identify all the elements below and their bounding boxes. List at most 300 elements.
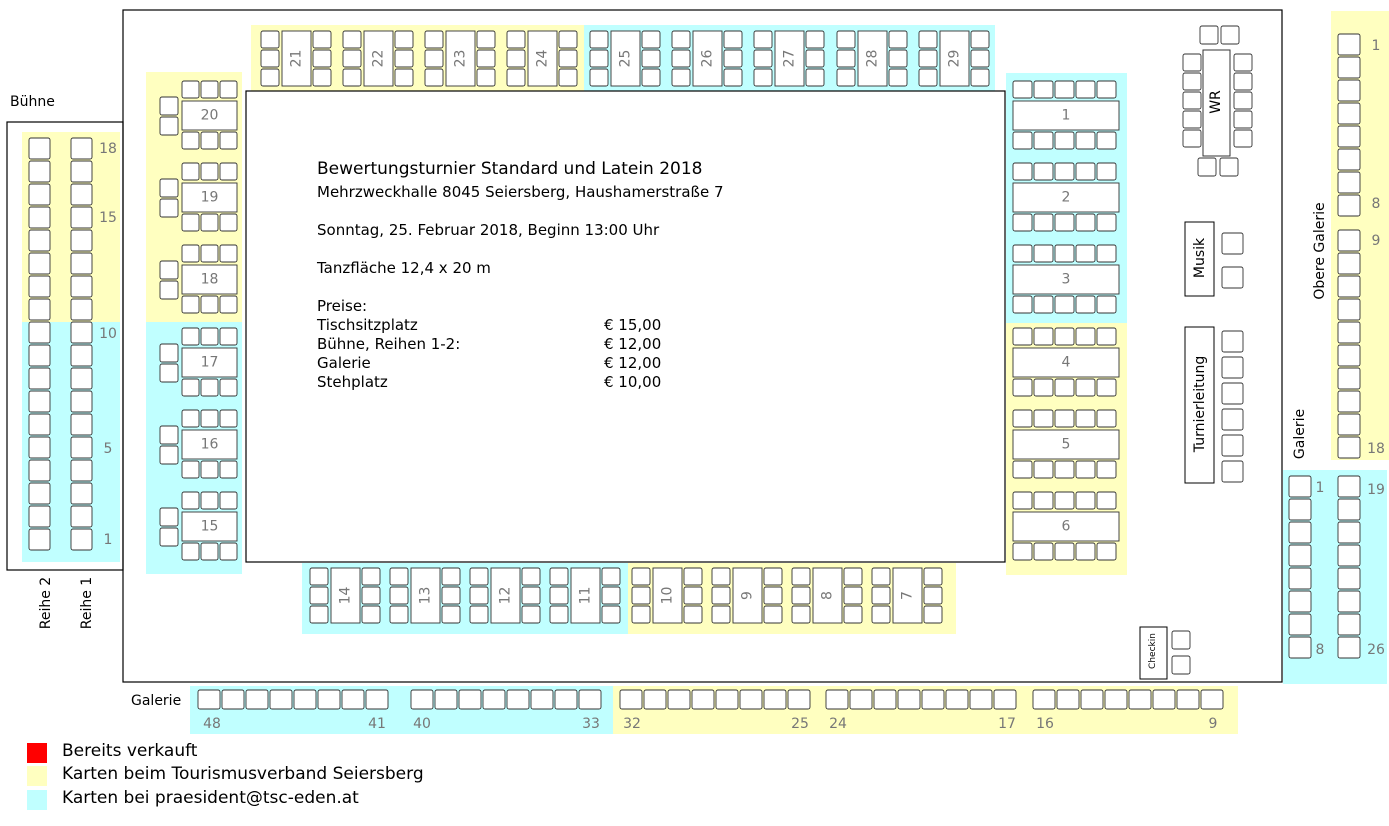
seat[interactable] [182, 328, 199, 345]
seat[interactable] [310, 606, 328, 623]
seat[interactable] [342, 690, 364, 709]
seat[interactable] [1013, 245, 1032, 262]
seat[interactable] [220, 328, 237, 345]
seat[interactable] [1177, 690, 1199, 709]
seat[interactable] [182, 379, 199, 396]
seat[interactable] [1013, 410, 1032, 427]
seat[interactable] [160, 97, 178, 115]
seat[interactable] [924, 606, 942, 623]
seat[interactable] [1338, 545, 1360, 566]
seat[interactable] [1034, 163, 1053, 180]
seat[interactable] [29, 414, 50, 435]
seat[interactable] [261, 31, 279, 48]
seat[interactable] [1222, 409, 1243, 430]
seat[interactable] [425, 50, 443, 67]
seat[interactable] [1034, 214, 1053, 231]
seat[interactable] [1289, 591, 1311, 612]
seat[interactable] [160, 281, 178, 299]
seat[interactable] [71, 506, 92, 527]
seat[interactable] [160, 508, 178, 526]
seat[interactable] [792, 606, 810, 623]
seat[interactable] [1338, 614, 1360, 635]
seat[interactable] [522, 606, 540, 623]
seat[interactable] [160, 364, 178, 382]
seat[interactable] [182, 132, 199, 149]
seat[interactable] [764, 690, 786, 709]
seat[interactable] [889, 31, 907, 48]
seat[interactable] [872, 568, 890, 585]
seat[interactable] [507, 50, 525, 67]
seat[interactable] [220, 132, 237, 149]
seat[interactable] [1222, 383, 1243, 404]
seat[interactable] [740, 690, 762, 709]
seat[interactable] [632, 606, 650, 623]
seat[interactable] [1034, 543, 1053, 560]
seat[interactable] [672, 69, 690, 86]
seat[interactable] [590, 69, 608, 86]
seat[interactable] [692, 690, 714, 709]
seat[interactable] [806, 50, 824, 67]
seat[interactable] [1076, 543, 1095, 560]
seat[interactable] [201, 163, 218, 180]
seat[interactable] [220, 163, 237, 180]
seat[interactable] [971, 50, 989, 67]
seat[interactable] [220, 296, 237, 313]
seat[interactable] [889, 69, 907, 86]
seat[interactable] [1034, 245, 1053, 262]
seat[interactable] [201, 461, 218, 478]
seat[interactable] [310, 587, 328, 604]
seat[interactable] [1076, 214, 1095, 231]
seat[interactable] [1097, 296, 1116, 313]
seat[interactable] [550, 568, 568, 585]
seat[interactable] [395, 31, 413, 48]
seat[interactable] [470, 587, 488, 604]
seat[interactable] [579, 690, 601, 709]
seat[interactable] [1338, 230, 1360, 251]
seat[interactable] [71, 161, 92, 182]
seat[interactable] [1034, 132, 1053, 149]
seat[interactable] [222, 690, 244, 709]
seat[interactable] [1338, 499, 1360, 520]
seat[interactable] [1338, 345, 1360, 366]
seat[interactable] [764, 606, 782, 623]
seat[interactable] [29, 276, 50, 297]
seat[interactable] [1076, 245, 1095, 262]
seat[interactable] [672, 31, 690, 48]
seat[interactable] [29, 207, 50, 228]
seat[interactable] [550, 606, 568, 623]
seat[interactable] [1013, 461, 1032, 478]
seat[interactable] [201, 296, 218, 313]
seat[interactable] [29, 437, 50, 458]
seat[interactable] [201, 245, 218, 262]
seat[interactable] [788, 690, 810, 709]
seat[interactable] [1034, 410, 1053, 427]
seat[interactable] [1013, 328, 1032, 345]
seat[interactable] [29, 529, 50, 550]
seat[interactable] [1055, 543, 1074, 560]
seat[interactable] [716, 690, 738, 709]
seat[interactable] [559, 69, 577, 86]
seat[interactable] [837, 31, 855, 48]
seat[interactable] [684, 606, 702, 623]
seat[interactable] [425, 69, 443, 86]
seat[interactable] [71, 437, 92, 458]
seat[interactable] [837, 69, 855, 86]
seat[interactable] [395, 69, 413, 86]
seat[interactable] [201, 214, 218, 231]
seat[interactable] [919, 31, 937, 48]
seat[interactable] [559, 31, 577, 48]
seat[interactable] [1234, 92, 1252, 109]
seat[interactable] [1076, 410, 1095, 427]
seat[interactable] [1153, 690, 1175, 709]
seat[interactable] [522, 587, 540, 604]
seat[interactable] [71, 460, 92, 481]
seat[interactable] [1013, 132, 1032, 149]
seat[interactable] [1013, 296, 1032, 313]
seat[interactable] [1097, 163, 1116, 180]
seat[interactable] [1338, 591, 1360, 612]
seat[interactable] [160, 179, 178, 197]
seat[interactable] [71, 253, 92, 274]
seat[interactable] [684, 568, 702, 585]
seat[interactable] [1076, 328, 1095, 345]
seat[interactable] [1220, 158, 1238, 176]
seat[interactable] [712, 568, 730, 585]
seat[interactable] [1172, 631, 1190, 649]
seat[interactable] [198, 690, 220, 709]
seat[interactable] [362, 568, 380, 585]
seat[interactable] [590, 50, 608, 67]
seat[interactable] [792, 568, 810, 585]
seat[interactable] [220, 410, 237, 427]
seat[interactable] [313, 50, 331, 67]
seat[interactable] [1222, 435, 1243, 456]
seat[interactable] [971, 69, 989, 86]
seat[interactable] [898, 690, 920, 709]
seat[interactable] [1198, 158, 1216, 176]
seat[interactable] [1055, 214, 1074, 231]
seat[interactable] [1338, 126, 1360, 147]
seat[interactable] [806, 69, 824, 86]
seat[interactable] [29, 299, 50, 320]
seat[interactable] [1105, 690, 1127, 709]
seat[interactable] [1055, 410, 1074, 427]
seat[interactable] [590, 31, 608, 48]
seat[interactable] [792, 587, 810, 604]
seat[interactable] [1076, 163, 1095, 180]
seat[interactable] [1222, 233, 1243, 254]
seat[interactable] [201, 132, 218, 149]
seat[interactable] [1034, 296, 1053, 313]
seat[interactable] [754, 31, 772, 48]
seat[interactable] [29, 506, 50, 527]
seat[interactable] [220, 461, 237, 478]
seat[interactable] [844, 568, 862, 585]
seat[interactable] [555, 690, 577, 709]
seat[interactable] [1234, 54, 1252, 71]
seat[interactable] [435, 690, 457, 709]
seat[interactable] [310, 568, 328, 585]
seat[interactable] [754, 69, 772, 86]
seat[interactable] [1289, 614, 1311, 635]
seat[interactable] [313, 31, 331, 48]
seat[interactable] [1097, 245, 1116, 262]
seat[interactable] [160, 261, 178, 279]
seat[interactable] [425, 31, 443, 48]
seat[interactable] [712, 606, 730, 623]
seat[interactable] [724, 31, 742, 48]
seat[interactable] [1338, 276, 1360, 297]
seat[interactable] [1338, 34, 1360, 55]
seat[interactable] [1129, 690, 1151, 709]
seat[interactable] [71, 529, 92, 550]
seat[interactable] [1222, 331, 1243, 352]
seat[interactable] [411, 690, 433, 709]
seat[interactable] [1289, 476, 1311, 497]
seat[interactable] [1034, 461, 1053, 478]
seat[interactable] [1338, 195, 1360, 216]
seat[interactable] [182, 543, 199, 560]
seat[interactable] [1055, 132, 1074, 149]
seat[interactable] [71, 207, 92, 228]
seat[interactable] [1076, 461, 1095, 478]
seat[interactable] [1097, 328, 1116, 345]
seat[interactable] [71, 391, 92, 412]
seat[interactable] [919, 69, 937, 86]
seat[interactable] [182, 461, 199, 478]
seat[interactable] [1338, 322, 1360, 343]
seat[interactable] [1338, 368, 1360, 389]
seat[interactable] [343, 31, 361, 48]
seat[interactable] [160, 446, 178, 464]
seat[interactable] [712, 587, 730, 604]
seat[interactable] [668, 690, 690, 709]
seat[interactable] [724, 69, 742, 86]
seat[interactable] [71, 414, 92, 435]
seat[interactable] [874, 690, 896, 709]
seat[interactable] [1289, 522, 1311, 543]
seat[interactable] [632, 568, 650, 585]
seat[interactable] [1183, 54, 1201, 71]
seat[interactable] [1013, 543, 1032, 560]
seat[interactable] [1172, 656, 1190, 674]
seat[interactable] [160, 426, 178, 444]
seat[interactable] [29, 138, 50, 159]
seat[interactable] [182, 81, 199, 98]
seat[interactable] [1055, 461, 1074, 478]
seat[interactable] [1338, 57, 1360, 78]
seat[interactable] [182, 214, 199, 231]
seat[interactable] [477, 69, 495, 86]
seat[interactable] [602, 587, 620, 604]
seat[interactable] [477, 50, 495, 67]
seat[interactable] [343, 50, 361, 67]
seat[interactable] [182, 245, 199, 262]
seat[interactable] [1013, 379, 1032, 396]
seat[interactable] [1289, 545, 1311, 566]
seat[interactable] [1222, 267, 1243, 288]
seat[interactable] [1057, 690, 1079, 709]
seat[interactable] [220, 245, 237, 262]
seat[interactable] [1081, 690, 1103, 709]
seat[interactable] [261, 69, 279, 86]
seat[interactable] [390, 587, 408, 604]
seat[interactable] [442, 568, 460, 585]
seat[interactable] [483, 690, 505, 709]
seat[interactable] [1097, 214, 1116, 231]
seat[interactable] [220, 543, 237, 560]
seat[interactable] [1338, 522, 1360, 543]
seat[interactable] [362, 587, 380, 604]
seat[interactable] [507, 31, 525, 48]
seat[interactable] [1338, 149, 1360, 170]
seat[interactable] [71, 299, 92, 320]
seat[interactable] [1013, 81, 1032, 98]
seat[interactable] [1338, 103, 1360, 124]
seat[interactable] [29, 345, 50, 366]
seat[interactable] [672, 50, 690, 67]
seat[interactable] [1234, 111, 1252, 128]
seat[interactable] [889, 50, 907, 67]
seat[interactable] [160, 528, 178, 546]
seat[interactable] [220, 379, 237, 396]
seat[interactable] [837, 50, 855, 67]
seat[interactable] [1097, 379, 1116, 396]
seat[interactable] [182, 163, 199, 180]
seat[interactable] [29, 253, 50, 274]
seat[interactable] [1289, 637, 1311, 658]
seat[interactable] [550, 587, 568, 604]
seat[interactable] [1033, 690, 1055, 709]
seat[interactable] [1338, 437, 1360, 458]
seat[interactable] [1338, 391, 1360, 412]
seat[interactable] [922, 690, 944, 709]
seat[interactable] [442, 606, 460, 623]
seat[interactable] [602, 606, 620, 623]
seat[interactable] [1338, 80, 1360, 101]
seat[interactable] [806, 31, 824, 48]
seat[interactable] [201, 492, 218, 509]
seat[interactable] [1013, 163, 1032, 180]
seat[interactable] [318, 690, 340, 709]
seat[interactable] [201, 543, 218, 560]
seat[interactable] [850, 690, 872, 709]
seat[interactable] [1076, 492, 1095, 509]
seat[interactable] [29, 460, 50, 481]
seat[interactable] [390, 568, 408, 585]
seat[interactable] [872, 606, 890, 623]
seat[interactable] [1234, 73, 1252, 90]
seat[interactable] [470, 568, 488, 585]
seat[interactable] [1234, 130, 1252, 147]
seat[interactable] [29, 483, 50, 504]
seat[interactable] [559, 50, 577, 67]
seat[interactable] [826, 690, 848, 709]
seat[interactable] [1183, 73, 1201, 90]
seat[interactable] [71, 322, 92, 343]
seat[interactable] [71, 483, 92, 504]
seat[interactable] [29, 161, 50, 182]
seat[interactable] [872, 587, 890, 604]
seat[interactable] [1183, 111, 1201, 128]
seat[interactable] [946, 690, 968, 709]
seat[interactable] [1034, 328, 1053, 345]
seat[interactable] [201, 328, 218, 345]
seat[interactable] [642, 69, 660, 86]
seat[interactable] [160, 117, 178, 135]
seat[interactable] [1034, 492, 1053, 509]
seat[interactable] [182, 410, 199, 427]
seat[interactable] [724, 50, 742, 67]
seat[interactable] [1183, 130, 1201, 147]
seat[interactable] [764, 568, 782, 585]
seat[interactable] [29, 184, 50, 205]
seat[interactable] [1076, 81, 1095, 98]
seat[interactable] [764, 587, 782, 604]
seat[interactable] [620, 690, 642, 709]
seat[interactable] [919, 50, 937, 67]
seat[interactable] [160, 344, 178, 362]
seat[interactable] [924, 587, 942, 604]
seat[interactable] [459, 690, 481, 709]
seat[interactable] [294, 690, 316, 709]
seat[interactable] [246, 690, 268, 709]
seat[interactable] [642, 50, 660, 67]
seat[interactable] [1289, 499, 1311, 520]
seat[interactable] [844, 587, 862, 604]
seat[interactable] [531, 690, 553, 709]
seat[interactable] [1097, 410, 1116, 427]
seat[interactable] [182, 492, 199, 509]
seat[interactable] [1097, 132, 1116, 149]
seat[interactable] [1338, 637, 1360, 658]
seat[interactable] [1055, 296, 1074, 313]
seat[interactable] [366, 690, 388, 709]
seat[interactable] [160, 199, 178, 217]
seat[interactable] [1097, 461, 1116, 478]
seat[interactable] [1221, 26, 1239, 44]
seat[interactable] [442, 587, 460, 604]
seat[interactable] [390, 606, 408, 623]
seat[interactable] [507, 690, 529, 709]
seat[interactable] [71, 368, 92, 389]
seat[interactable] [71, 184, 92, 205]
seat[interactable] [1338, 172, 1360, 193]
seat[interactable] [970, 690, 992, 709]
seat[interactable] [1055, 163, 1074, 180]
seat[interactable] [1338, 568, 1360, 589]
seat[interactable] [220, 492, 237, 509]
seat[interactable] [71, 230, 92, 251]
seat[interactable] [1076, 132, 1095, 149]
seat[interactable] [1183, 92, 1201, 109]
seat[interactable] [1013, 492, 1032, 509]
seat[interactable] [1076, 379, 1095, 396]
seat[interactable] [477, 31, 495, 48]
seat[interactable] [201, 410, 218, 427]
seat[interactable] [1097, 543, 1116, 560]
seat[interactable] [1076, 296, 1095, 313]
seat[interactable] [395, 50, 413, 67]
seat[interactable] [470, 606, 488, 623]
seat[interactable] [1338, 253, 1360, 274]
seat[interactable] [29, 322, 50, 343]
seat[interactable] [1097, 492, 1116, 509]
seat[interactable] [220, 81, 237, 98]
